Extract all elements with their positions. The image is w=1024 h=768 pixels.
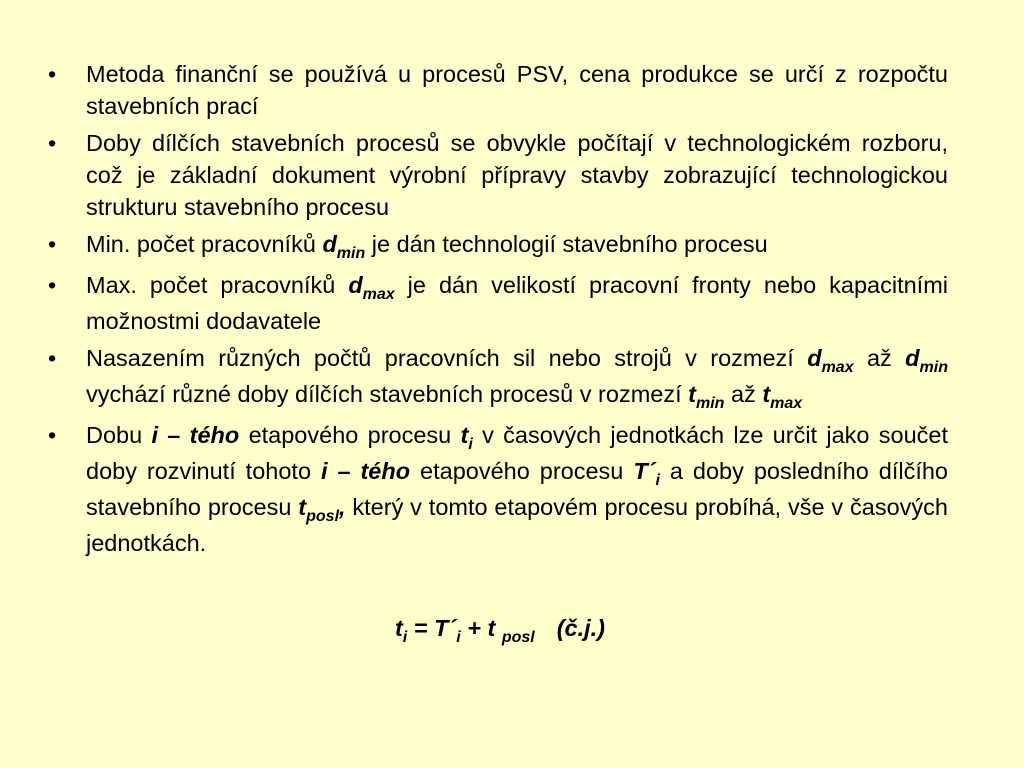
bullet-text: až — [853, 345, 906, 371]
subscript: i — [655, 472, 660, 489]
bullet-dot-icon: • — [48, 61, 57, 87]
formula-equals-T: = T´ — [407, 615, 457, 641]
bullet-text: je dán technologií stavebního procesu — [365, 231, 768, 257]
bullet-item — [48, 269, 948, 337]
italic-symbol: d — [322, 231, 337, 257]
bullet-text: který v tomto etapovém procesu probíhá, vše v časových jednotkách. — [86, 494, 948, 556]
formula-sub-i: i — [402, 629, 408, 646]
bullet-dot-icon: • — [48, 272, 57, 298]
italic-symbol: t — [688, 381, 696, 407]
bullet-text: Dobu — [86, 422, 152, 448]
italic-symbol: d — [905, 345, 920, 371]
bullet-dot-icon: • — [48, 130, 57, 156]
bullet-text: a doby posledního dílčího stavebního procesu — [86, 458, 949, 520]
bullet-text: vychází různé doby dílčích stavebních procesů v rozmezí — [86, 381, 689, 407]
italic-symbol: d — [807, 345, 822, 371]
bullet-text: Nasazením různých počtů pracovních sil nebo strojů v rozmezí — [86, 345, 808, 371]
bullet-text: etapového procesu — [239, 422, 461, 448]
bullet-text: v časových jednotkách lze určit jako součet doby rozvinutí tohoto — [86, 422, 949, 484]
bullet-text: Max. počet pracovníků — [86, 272, 349, 298]
bullet-item — [48, 127, 948, 223]
bullet-dot-icon: • — [48, 345, 57, 371]
subscript: min — [919, 359, 948, 376]
subscript: posl — [306, 508, 340, 525]
subscript: min — [336, 245, 366, 262]
bullet-item — [48, 342, 948, 414]
bullet-text: Doby dílčích stavebních procesů se obvykle počítají v technologickém rozboru, což je základní dokument výrobní přípravy stavby zobrazující technologickou strukturu stavebního procesu — [86, 130, 948, 220]
formula-sub-posl: posl — [501, 629, 535, 646]
bullet-list — [48, 58, 948, 564]
formula-unit: (č.j.) — [556, 615, 606, 641]
subscript: i — [468, 436, 473, 453]
subscript: max — [821, 359, 854, 376]
subscript: max — [770, 395, 803, 412]
italic-symbol: , — [339, 494, 346, 520]
subscript: max — [362, 286, 395, 303]
italic-symbol: i – tého — [151, 422, 240, 448]
bullet-dot-icon: • — [48, 231, 57, 257]
bullet-text: Min. počet pracovníků — [86, 231, 323, 257]
italic-symbol: t — [298, 494, 307, 520]
bullet-text: je dán velikostí pracovní fronty nebo kapacitními možnostmi dodavatele — [86, 272, 948, 334]
italic-symbol: d — [348, 272, 363, 298]
italic-symbol: T´ — [633, 458, 656, 484]
formula-plus-t: + t — [460, 615, 502, 641]
bullet-text: etapového procesu — [410, 458, 634, 484]
bullet-text: Metoda finanční se používá u procesů PSV, cena produkce se určí z rozpočtu stavebních prací — [86, 61, 948, 119]
italic-symbol: t — [460, 422, 469, 448]
subscript: min — [695, 395, 725, 412]
bullet-item — [48, 228, 948, 264]
formula — [0, 612, 1000, 648]
formula-sub-i-2: i — [456, 629, 461, 646]
italic-symbol: t — [762, 381, 771, 407]
formula-t: t — [394, 615, 403, 641]
italic-symbol: i – tého — [320, 458, 411, 484]
bullet-item — [48, 419, 948, 559]
bullet-text: až — [724, 381, 763, 407]
bullet-item — [48, 58, 948, 122]
bullet-dot-icon: • — [48, 422, 57, 448]
